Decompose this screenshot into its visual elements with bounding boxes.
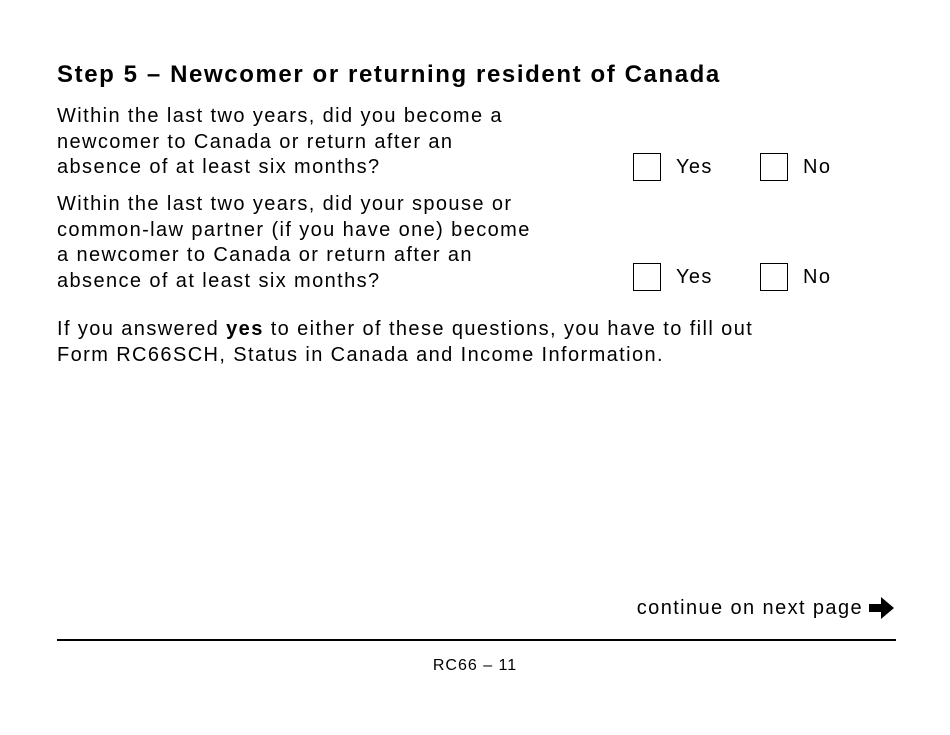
continue-next-page <box>637 596 895 620</box>
question-newcomer-spouse <box>57 192 531 295</box>
right-arrow-icon <box>867 596 895 620</box>
note-line-2: Form RC66SCH, Status in Canada and Income Information. <box>57 344 664 366</box>
note-prefix: If you answered <box>57 318 227 340</box>
note-line-1 <box>57 316 753 342</box>
q2-no-option[interactable] <box>760 263 831 291</box>
q2-yes-option[interactable] <box>633 263 713 291</box>
question-text-line: Within the last two years, did your spouse or <box>57 193 513 215</box>
q1-yes-option[interactable] <box>633 153 713 181</box>
footer-divider <box>57 639 896 641</box>
q2-yes-checkbox[interactable] <box>633 263 661 291</box>
question-text-line: newcomer to Canada or return after an <box>57 130 454 153</box>
q2-yes-label: Yes <box>676 266 713 288</box>
question-newcomer-self <box>57 104 503 181</box>
section-heading: Step 5 – Newcomer or returning resident of Canada <box>57 61 721 88</box>
q1-no-option[interactable] <box>760 153 831 181</box>
question-text-line: absence of at least six months? <box>57 270 381 293</box>
q2-no-label: No <box>803 266 832 288</box>
q1-no-checkbox[interactable] <box>760 153 788 181</box>
note-emphasis: yes <box>226 318 264 340</box>
question-text-line: Within the last two years, did you become a <box>57 105 503 127</box>
question-text-line: absence of at least six months? <box>57 156 381 179</box>
q1-yes-label: Yes <box>676 156 713 178</box>
q1-no-label: No <box>803 156 832 178</box>
instruction-note <box>57 316 753 368</box>
question-text-line: common-law partner (if you have one) become <box>57 218 531 241</box>
note-line1-suffix: to either of these questions, you have to fill out <box>263 318 754 340</box>
continue-text: continue on next page <box>636 596 863 619</box>
question-text-line: a newcomer to Canada or return after an <box>57 244 473 267</box>
page-footer: RC66 – 11 <box>432 657 518 674</box>
q1-yes-checkbox[interactable] <box>633 153 661 181</box>
q2-no-checkbox[interactable] <box>760 263 788 291</box>
